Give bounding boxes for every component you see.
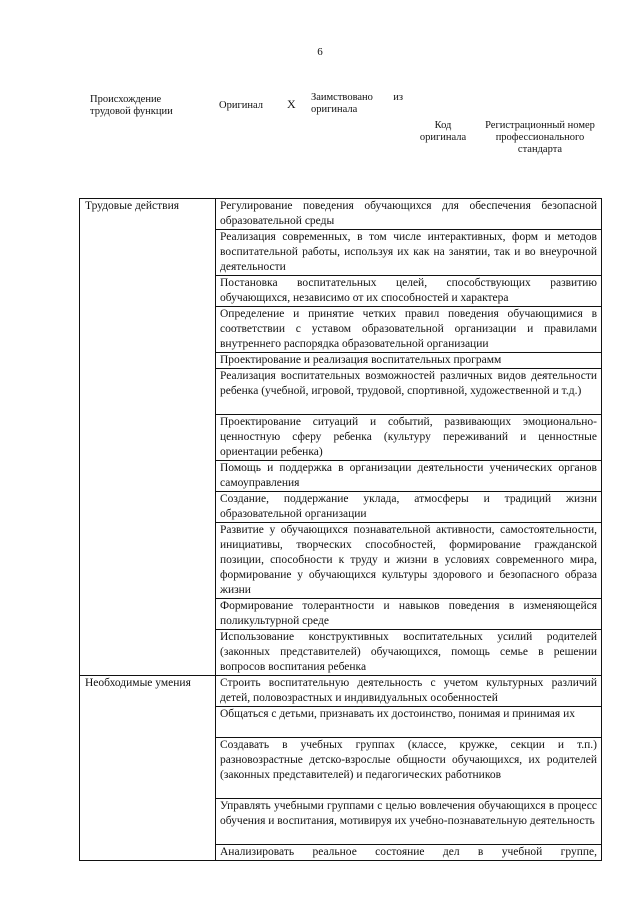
table-row <box>80 676 602 707</box>
table-cell: Постановка воспитательных целей, способствующих развитию обучающихся, независимо от их способностей и характера <box>216 276 602 307</box>
regnum-label: Регистрационный номер профессионального стандарта <box>485 120 595 155</box>
table-cell: Управлять учебными группами с целью вовлечения обучающихся в процесс обучения и воспитания, мотивируя их учебно-познавательную деятельность <box>216 799 602 845</box>
code-label: Код оригинала <box>419 120 467 143</box>
table-cell: Помощь и поддержка в организации деятельности ученических органов самоуправления <box>216 461 602 492</box>
origin-label: Происхождение трудовой функции <box>90 94 173 117</box>
table-cell: Реализация воспитательных возможностей различных видов деятельности ребенка (учебной, игровой, трудовой, спортивной, художественной и т.д.) <box>216 369 602 415</box>
table-cell: Создание, поддержание уклада, атмосферы и традиций жизни образовательной организации <box>216 492 602 523</box>
table-cell: Строить воспитательную деятельность с учетом культурных различий детей, половозрастных и индивидуальных особенностей <box>216 676 602 707</box>
table-cell: Определение и принятие четких правил поведения обучающимися в соответствии с уставом образовательной организации и правилами внутреннего распорядка образовательной организации <box>216 307 602 353</box>
original-label: Оригинал <box>219 100 263 111</box>
section-label: Трудовые действия <box>80 199 216 676</box>
section-label: Необходимые умения <box>80 676 216 861</box>
table-cell: Проектирование и реализация воспитательных программ <box>216 353 602 369</box>
table-cell: Создавать в учебных группах (классе, кружке, секции и т.п.) разновозрастные детско-взрослые общности обучающихся, их родителей (законных представителей) и педагогических работников <box>216 738 602 799</box>
page-number: 6 <box>317 46 323 58</box>
table-cell: Реализация современных, в том числе интерактивных, форм и методов воспитательной работы, используя их как на занятии, так и во внеурочной деятельности <box>216 230 602 276</box>
table-cell: Проектирование ситуаций и событий, развивающих эмоционально-ценностную сферу ребенка (культуру переживаний и ценностные ориентации ребенка) <box>216 415 602 461</box>
table-cell: Общаться с детьми, признавать их достоинство, понимая и принимая их <box>216 707 602 738</box>
table-row <box>80 199 602 230</box>
borrowed-label: Заимствовано из оригинала <box>311 92 403 115</box>
table-cell: Анализировать реальное состояние дел в учебной группе, <box>216 845 602 861</box>
table-cell: Регулирование поведения обучающихся для обеспечения безопасной образовательной среды <box>216 199 602 230</box>
table-cell: Использование конструктивных воспитательных усилий родителей (законных представителей) обучающихся, помощь семье в решении вопросов воспитания ребенка <box>216 630 602 676</box>
table-cell: Формирование толерантности и навыков поведения в изменяющейся поликультурной среде <box>216 599 602 630</box>
table-cell: Развитие у обучающихся познавательной активности, самостоятельности, инициативы, творческих способностей, формирование гражданской позиции, способности к труду и жизни в условиях современного мира, формирование у обучающихся культуры здорового и безопасного образа жизни <box>216 523 602 599</box>
original-mark: X <box>287 97 296 111</box>
functions-table <box>79 198 602 861</box>
